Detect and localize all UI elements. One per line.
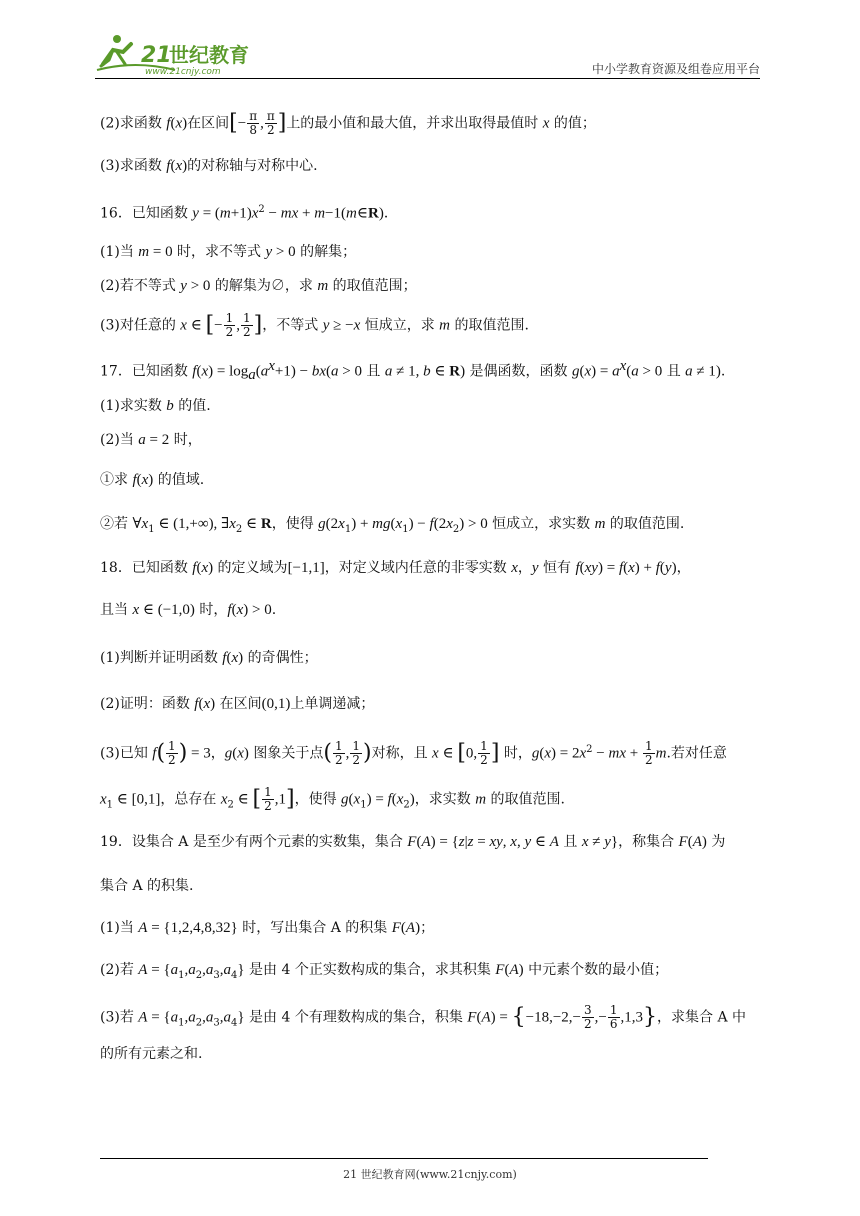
q15-part2: (2)求函数 f(x)在区间[− $\frac{\pi}{8}$ , $\frac{\pi}{2}$ ]上的最小值和最大值，并求出取得最值时 x 的值； — [100, 109, 596, 137]
q17-part2: (2)当 a = 2 时， — [100, 432, 202, 448]
q19-part3-cont: 的所有元素之和. — [100, 1046, 203, 1062]
svg-text:21: 21 — [141, 43, 172, 68]
q17-stem: 17．已知函数 $f(x) = \log_a(a^x+1) - bx(a > 0$ 且 a ≠ 1, b ∈ R) 是偶函数，函数 $g(x) = a^x(a > 0$ 且 a ≠ 1). — [100, 358, 726, 384]
q17-part1: (1)求实数 b 的值. — [100, 398, 211, 414]
q16-stem: 16．已知函数 $y = (m+1)x^2$ − mx + m−1(m∈R)． — [100, 204, 398, 222]
q17-part2b: ②若 $\forall x_1$ ∈ (1,+∞), $\exists x_2$ ∈ R，使得 $g(2x_1) + mg(x_1) - f(2x_2) > 0$ 恒成立，求实数 m 的取值范围. — [100, 516, 685, 535]
q17-part2a: ①求 f(x) 的值域. — [100, 472, 205, 488]
q19-stem: 19．设集合 A 是至少有两个元素的实数集，集合 F(A) = {z|z = xy, x, y ∈ A 且 x ≠ y}，称集合 F(A) 为 — [100, 834, 726, 850]
q16-part3: (3)对任意的 x ∈ [− $\frac{1}{2}$ , $\frac{1}{2}$ ]，不等式 y ≥ −x 恒成立，求 m 的取值范围. — [100, 311, 529, 339]
svg-text:世纪教育: 世纪教育 — [169, 43, 249, 67]
q19-part1: (1)当 A = {1,2,4,8,32} 时，写出集合 A 的积集 F(A)； — [100, 920, 435, 936]
page-header — [95, 30, 760, 80]
header-platform-text: 中小学教育资源及组卷应用平台 — [591, 62, 760, 76]
footer-divider — [100, 1158, 708, 1159]
q16-part1: (1)当 m = 0 时，求不等式 y > 0 的解集； — [100, 244, 357, 260]
page-footer: 21 世纪教育网(www.21cnjy.com) — [343, 1168, 517, 1181]
q19-part3: (3)若 $A = \{a_1,a_2,a_3,a_4\}$ 是由 4 个有理数构成的集合，积集 F(A) = {−18,−2,− $\frac{3}{2}$ ,− $\frac{1}{6}$ ,1,3}，求集合 A 中 — [100, 1003, 747, 1031]
q18-part2: (2)证明：函数 f(x) 在区间(0,1)上单调递减； — [100, 696, 375, 712]
svg-text:www.21cnjy.com: www.21cnjy.com — [145, 67, 221, 77]
q18-part3: (3)已知 f( $\frac{1}{2}$ ) = 3，g(x) 图象关于点( $\frac{1}{2}$ , $\frac{1}{2}$ )对称，且 x ∈ [0, $\frac{1}{2}$ ] 时，$g(x) = 2x^2$ − mx + $\frac{1}{2}$ m.若对任意 — [100, 739, 727, 768]
q18-part1: (1)判断并证明函数 f(x) 的奇偶性； — [100, 650, 318, 666]
q15-part3: (3)求函数 f(x)的对称轴与对称中心. — [100, 158, 318, 174]
q16-part2: (2)若不等式 y > 0 的解集为∅，求 m 的取值范围； — [100, 278, 417, 294]
q18-part3-cont: $x_1$ ∈ [0,1]，总存在 $x_2$ ∈ [ $\frac{1}{2}$ ,1]，使得 $g(x_1) = f(x_2)$，求实数 m 的取值范围. — [100, 785, 565, 813]
site-logo — [95, 30, 265, 78]
q18-stem-cont: 且当 x ∈ (−1,0) 时，f(x) > 0. — [100, 602, 277, 618]
q19-stem-cont: 集合 A 的积集. — [100, 878, 194, 894]
q18-stem: 18．已知函数 f(x) 的定义域为[−1,1]，对定义域内任意的非零实数 x，y 恒有 f(xy) = f(x) + f(y)， — [100, 560, 691, 576]
q19-part2: (2)若 $A = \{a_1,a_2,a_3,a_4\}$ 是由 4 个正实数构成的集合，求其积集 F(A) 中元素个数的最小值； — [100, 962, 669, 981]
header-divider — [95, 78, 760, 79]
